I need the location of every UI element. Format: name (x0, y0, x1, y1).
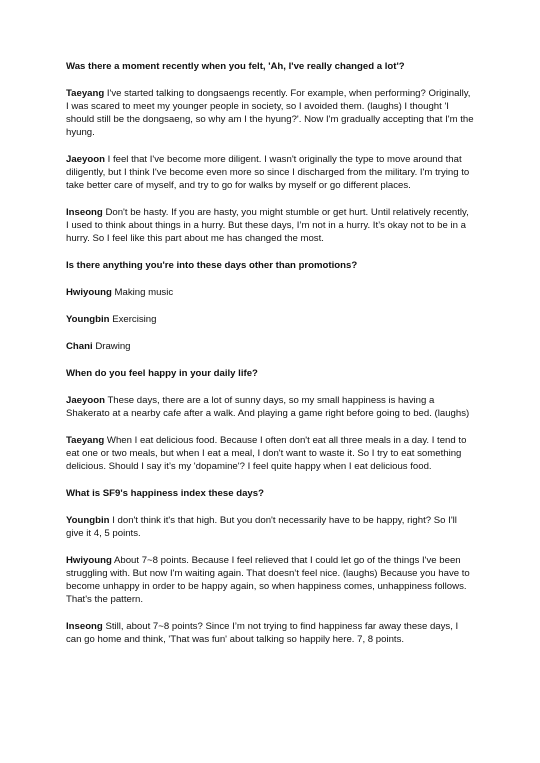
speaker-name: Taeyang (66, 435, 105, 446)
answer-text: Still, about 7~8 points? Since I’m not trying to find happiness far away these days, I can go home and think, 'That was fun' about talking so happily here. 7, 8 points. (66, 621, 459, 645)
speaker-name: Hwiyoung (66, 287, 112, 298)
answer-paragraph (66, 87, 474, 139)
answer-text: Exercising (112, 314, 157, 325)
question-heading: Was there a moment recently when you felt, 'Ah, I've really changed a lot'? (66, 61, 405, 72)
speaker-name: Youngbin (66, 515, 110, 526)
answer-text: I feel that I've become more diligent. I wasn't originally the type to move around that diligently, but I think I've become even more so since I discharged from the military. I'm trying to take better care of myself, and try to go for walks by myself or go different places. (66, 154, 470, 191)
speaker-name: Jaeyoon (66, 154, 105, 165)
answer-paragraph (66, 286, 474, 299)
question-heading: Is there anything you're into these days other than promotions? (66, 260, 358, 271)
answer-paragraph (66, 554, 474, 606)
speaker-name: Taeyang (66, 88, 105, 99)
answer-paragraph (66, 620, 474, 646)
question-heading: When do you feel happy in your daily life? (66, 368, 258, 379)
speaker-name: Hwiyoung (66, 555, 112, 566)
speaker-name: Chani (66, 341, 93, 352)
answer-paragraph (66, 313, 474, 326)
answer-paragraph (66, 206, 474, 245)
answer-text: Drawing (95, 341, 131, 352)
speaker-name: Youngbin (66, 314, 110, 325)
answer-text: When I eat delicious food. Because I often don't eat all three meals in a day. I tend to eat one or two meals, but when I eat a meal, I don't want to waste it. So I try to eat something delicious. Should I say it’s my 'dopamine'? I feel quite happy when I eat delicious food. (66, 435, 467, 472)
answer-paragraph (66, 394, 474, 420)
answer-text: I've started talking to dongsaengs recently. For example, when performing? Originally, I was scared to meet my younger people in society, so I avoided them. (laughs) I thought 'I should still be the dongsaeng, so why am I the hyung?'. Now I'm gradually accepting that I'm the hyung. (66, 88, 474, 138)
answer-paragraph (66, 153, 474, 192)
answer-text: These days, there are a lot of sunny days, so my small happiness is having a Shakerato at a nearby cafe after a walk. And playing a game right before going to bed. (laughs) (66, 395, 470, 419)
answer-paragraph (66, 514, 474, 540)
answer-text: I don't think it's that high. But you don't necessarily have to be happy, right? So I'll give it 4, 5 points. (66, 515, 457, 539)
answer-paragraph (66, 340, 474, 353)
answer-text: Making music (114, 287, 174, 298)
speaker-name: Inseong (66, 621, 103, 632)
document-page (66, 60, 474, 660)
answer-text: About 7~8 points. Because I feel relieved that I could let go of the things I've been struggling with. But now I'm waiting again. That doesn’t feel nice. (laughs) Because you have to become unhappy in order to be happy again, so when happiness comes, unhappiness follows. That's the pattern. (66, 555, 470, 605)
answer-paragraph (66, 434, 474, 473)
question-heading: What is SF9's happiness index these days? (66, 488, 264, 499)
answer-text: Don't be hasty. If you are hasty, you might stumble or get hurt. Until relatively recently, I used to think about things in a hurry. But these days, I’m not in a hurry. It’s okay not to be in a hurry. So I feel like this part about me has changed the most. (66, 207, 469, 244)
speaker-name: Jaeyoon (66, 395, 105, 406)
speaker-name: Inseong (66, 207, 103, 218)
